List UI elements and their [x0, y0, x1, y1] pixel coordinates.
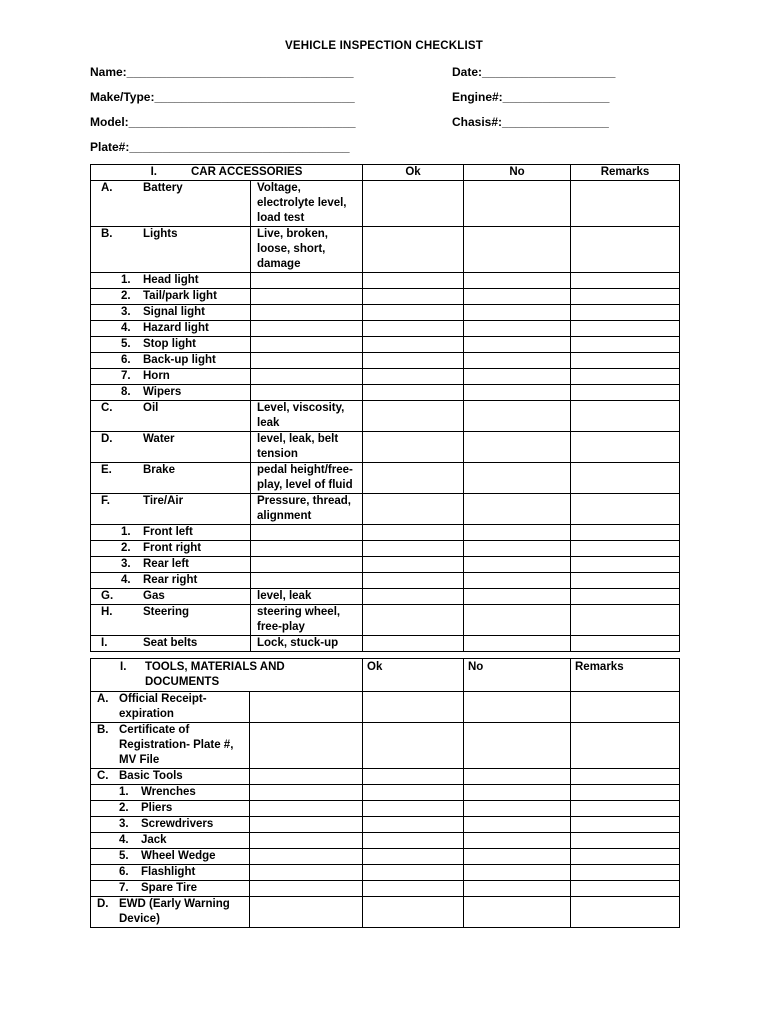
- item-label: Rear left: [143, 558, 190, 570]
- section-header: [91, 165, 363, 181]
- remarks-cell[interactable]: [571, 897, 680, 928]
- item-label: Signal light: [143, 306, 205, 318]
- no-cell[interactable]: [464, 723, 571, 769]
- ok-cell[interactable]: [363, 881, 464, 897]
- model-field[interactable]: Model:__________________________________: [90, 115, 356, 129]
- ok-cell[interactable]: [363, 289, 464, 305]
- item-label: Horn: [143, 370, 170, 382]
- table-row: [91, 833, 680, 849]
- item-description: [251, 273, 363, 289]
- no-cell[interactable]: [464, 833, 571, 849]
- table-row: [91, 573, 680, 589]
- table-row: [91, 289, 680, 305]
- ok-cell[interactable]: [363, 432, 464, 463]
- item-cell: [91, 273, 251, 289]
- no-cell[interactable]: [464, 181, 571, 227]
- item-number: 1.: [119, 786, 129, 798]
- item-cell: [91, 881, 250, 897]
- item-number: C.: [101, 402, 113, 414]
- table-row: [91, 605, 680, 636]
- no-cell[interactable]: [464, 636, 571, 652]
- table-row: [91, 463, 680, 494]
- plate-field[interactable]: Plate#:_________________________________: [90, 140, 350, 154]
- ok-cell[interactable]: [363, 463, 464, 494]
- item-description: Voltage, electrolyte level, load test: [251, 181, 363, 227]
- item-description: steering wheel, free-play: [251, 605, 363, 636]
- ok-cell[interactable]: [363, 321, 464, 337]
- item-label: Spare Tire: [141, 882, 198, 894]
- ok-cell[interactable]: [363, 801, 464, 817]
- remarks-cell[interactable]: [571, 289, 680, 305]
- no-cell[interactable]: [464, 289, 571, 305]
- remarks-cell[interactable]: [571, 321, 680, 337]
- item-description: [251, 573, 363, 589]
- no-cell[interactable]: [464, 605, 571, 636]
- item-label: Hazard light: [143, 322, 209, 334]
- description-cell[interactable]: [250, 723, 363, 769]
- item-number: 3.: [121, 558, 131, 570]
- table-row: [91, 865, 680, 881]
- no-cell[interactable]: [464, 227, 571, 273]
- item-number: C.: [97, 770, 109, 782]
- table-row: [91, 723, 680, 769]
- table-row: [91, 305, 680, 321]
- tools-documents-table: [90, 658, 680, 928]
- no-cell[interactable]: [464, 463, 571, 494]
- no-cell[interactable]: [464, 589, 571, 605]
- item-cell: [91, 494, 251, 525]
- remarks-cell[interactable]: [571, 833, 680, 849]
- remarks-cell[interactable]: [571, 865, 680, 881]
- no-cell[interactable]: [464, 525, 571, 541]
- remarks-cell[interactable]: [571, 494, 680, 525]
- ok-cell[interactable]: [363, 273, 464, 289]
- ok-cell[interactable]: [363, 723, 464, 769]
- item-cell: [91, 723, 250, 769]
- item-label: Front right: [143, 542, 202, 554]
- item-number: 3.: [119, 818, 129, 830]
- ok-cell[interactable]: [363, 897, 464, 928]
- table-row: [91, 897, 680, 928]
- item-number: I.: [101, 637, 108, 649]
- remarks-cell[interactable]: [571, 463, 680, 494]
- item-cell: [91, 605, 251, 636]
- chasis-field[interactable]: Chasis#:________________: [452, 115, 609, 129]
- item-number: H.: [101, 606, 113, 618]
- item-description: Lock, stuck-up: [251, 636, 363, 652]
- item-label: Water: [143, 433, 175, 445]
- item-cell: [91, 305, 251, 321]
- item-number: 4.: [121, 574, 131, 586]
- no-cell[interactable]: [464, 849, 571, 865]
- remarks-cell[interactable]: [571, 785, 680, 801]
- item-number: A.: [97, 693, 109, 705]
- table-row: [91, 881, 680, 897]
- item-cell: [91, 801, 250, 817]
- item-number: 5.: [119, 850, 129, 862]
- description-cell[interactable]: [250, 833, 363, 849]
- table-row: [91, 337, 680, 353]
- remarks-cell[interactable]: [571, 541, 680, 557]
- ok-cell[interactable]: [363, 849, 464, 865]
- remarks-cell[interactable]: [571, 573, 680, 589]
- table-row: [91, 181, 680, 227]
- description-cell[interactable]: [250, 769, 363, 785]
- table-row: [91, 557, 680, 573]
- item-number: F.: [101, 495, 110, 507]
- table-row: [91, 321, 680, 337]
- remarks-cell[interactable]: [571, 636, 680, 652]
- item-cell: [91, 432, 251, 463]
- ok-cell[interactable]: [363, 337, 464, 353]
- ok-cell[interactable]: [363, 833, 464, 849]
- table-row: [91, 525, 680, 541]
- item-label: Battery: [143, 182, 183, 194]
- table-row: [91, 494, 680, 525]
- no-cell[interactable]: [464, 801, 571, 817]
- table-row: [91, 589, 680, 605]
- item-label: Basic Tools: [119, 770, 183, 782]
- item-description: [251, 541, 363, 557]
- remarks-cell[interactable]: [571, 525, 680, 541]
- item-description: [251, 321, 363, 337]
- remarks-cell[interactable]: [571, 337, 680, 353]
- item-cell: [91, 785, 250, 801]
- remarks-cell[interactable]: [571, 605, 680, 636]
- item-number: 6.: [121, 354, 131, 366]
- ok-cell[interactable]: [363, 525, 464, 541]
- item-cell: [91, 227, 251, 273]
- item-cell: [91, 849, 250, 865]
- no-cell[interactable]: [464, 353, 571, 369]
- item-cell: [91, 692, 250, 723]
- ok-cell[interactable]: [363, 817, 464, 833]
- column-header-remarks: Remarks: [571, 165, 680, 181]
- no-cell[interactable]: [464, 321, 571, 337]
- ok-cell[interactable]: [363, 181, 464, 227]
- item-number: 2.: [121, 542, 131, 554]
- no-cell[interactable]: [464, 369, 571, 385]
- item-number: 3.: [121, 306, 131, 318]
- table-row: [91, 353, 680, 369]
- item-number: A.: [101, 182, 113, 194]
- remarks-cell[interactable]: [571, 817, 680, 833]
- ok-cell[interactable]: [363, 692, 464, 723]
- item-label: Wrenches: [141, 786, 196, 798]
- ok-cell[interactable]: [363, 636, 464, 652]
- item-label: Flashlight: [141, 866, 196, 878]
- ok-cell[interactable]: [363, 785, 464, 801]
- item-number: 7.: [121, 370, 131, 382]
- description-cell[interactable]: [250, 865, 363, 881]
- item-label: Wheel Wedge: [141, 850, 216, 862]
- column-header-ok: Ok: [363, 165, 464, 181]
- make-type-field[interactable]: Make/Type:______________________________: [90, 90, 355, 104]
- item-cell: [91, 541, 251, 557]
- item-label: Wipers: [143, 386, 182, 398]
- item-label: Official Receipt-expiration: [119, 693, 207, 720]
- item-cell: [91, 557, 251, 573]
- table-row: [91, 385, 680, 401]
- item-label: Front left: [143, 526, 193, 538]
- description-cell[interactable]: [250, 849, 363, 865]
- item-cell: [91, 181, 251, 227]
- item-description: level, leak: [251, 589, 363, 605]
- item-description: [251, 305, 363, 321]
- no-cell[interactable]: [464, 573, 571, 589]
- item-cell: [91, 463, 251, 494]
- item-description: [251, 289, 363, 305]
- item-label: Back-up light: [143, 354, 216, 366]
- item-description: [251, 557, 363, 573]
- item-number: 5.: [121, 338, 131, 350]
- item-cell: [91, 636, 251, 652]
- item-cell: [91, 321, 251, 337]
- remarks-cell[interactable]: [571, 692, 680, 723]
- no-cell[interactable]: [464, 273, 571, 289]
- no-cell[interactable]: [464, 692, 571, 723]
- no-cell[interactable]: [464, 817, 571, 833]
- date-field[interactable]: Date:____________________: [452, 65, 616, 79]
- item-description: pedal height/free-play, level of fluid: [251, 463, 363, 494]
- description-cell[interactable]: [250, 785, 363, 801]
- item-number: 2.: [119, 802, 129, 814]
- item-label: Jack: [141, 834, 167, 846]
- description-cell[interactable]: [250, 817, 363, 833]
- section-number: I.: [120, 661, 127, 673]
- ok-cell[interactable]: [363, 557, 464, 573]
- item-description: level, leak, belt tension: [251, 432, 363, 463]
- item-number: G.: [101, 590, 114, 602]
- ok-cell[interactable]: [363, 305, 464, 321]
- no-cell[interactable]: [464, 785, 571, 801]
- table-row: [91, 432, 680, 463]
- table-row: [91, 817, 680, 833]
- item-cell: [91, 865, 250, 881]
- table-header-row: [91, 165, 680, 181]
- no-cell[interactable]: [464, 494, 571, 525]
- item-number: 7.: [119, 882, 129, 894]
- table-row: [91, 769, 680, 785]
- remarks-cell[interactable]: [571, 305, 680, 321]
- remarks-cell[interactable]: [571, 881, 680, 897]
- item-label: Lights: [143, 228, 178, 240]
- item-number: 2.: [121, 290, 131, 302]
- table-row: [91, 541, 680, 557]
- no-cell[interactable]: [464, 432, 571, 463]
- ok-cell[interactable]: [363, 541, 464, 557]
- ok-cell[interactable]: [363, 353, 464, 369]
- table-row: [91, 401, 680, 432]
- table-row: [91, 273, 680, 289]
- remarks-cell[interactable]: [571, 181, 680, 227]
- item-number: E.: [101, 464, 112, 476]
- item-cell: [91, 769, 250, 785]
- remarks-cell[interactable]: [571, 849, 680, 865]
- item-label: Oil: [143, 402, 159, 414]
- remarks-cell[interactable]: [571, 353, 680, 369]
- item-description: [251, 369, 363, 385]
- no-cell[interactable]: [464, 401, 571, 432]
- item-cell: [91, 897, 250, 928]
- engine-field[interactable]: Engine#:________________: [452, 90, 610, 104]
- column-header-ok: Ok: [363, 659, 464, 692]
- item-number: 6.: [119, 866, 129, 878]
- item-label: Rear right: [143, 574, 198, 586]
- item-number: B.: [97, 724, 109, 736]
- ok-cell[interactable]: [363, 605, 464, 636]
- remarks-cell[interactable]: [571, 589, 680, 605]
- section-title: TOOLS, MATERIALS AND DOCUMENTS: [145, 661, 285, 688]
- table-header-row: [91, 659, 680, 692]
- column-header-remarks: Remarks: [571, 659, 680, 692]
- car-accessories-table: [90, 164, 680, 652]
- item-label: EWD (Early Warning Device): [119, 898, 230, 925]
- ok-cell[interactable]: [363, 589, 464, 605]
- table-row: [91, 227, 680, 273]
- item-cell: [91, 289, 251, 305]
- column-header-no: No: [464, 165, 571, 181]
- item-number: 1.: [121, 526, 131, 538]
- ok-cell[interactable]: [363, 573, 464, 589]
- no-cell[interactable]: [464, 897, 571, 928]
- ok-cell[interactable]: [363, 865, 464, 881]
- item-number: 1.: [121, 274, 131, 286]
- ok-cell[interactable]: [363, 227, 464, 273]
- ok-cell[interactable]: [363, 769, 464, 785]
- ok-cell[interactable]: [363, 385, 464, 401]
- remarks-cell[interactable]: [571, 432, 680, 463]
- description-cell[interactable]: [250, 692, 363, 723]
- remarks-cell[interactable]: [571, 385, 680, 401]
- item-label: Gas: [143, 590, 165, 602]
- item-label: Tail/park light: [143, 290, 217, 302]
- item-label: Screwdrivers: [141, 818, 214, 830]
- item-label: Head light: [143, 274, 199, 286]
- item-cell: [91, 817, 250, 833]
- no-cell[interactable]: [464, 865, 571, 881]
- remarks-cell[interactable]: [571, 557, 680, 573]
- section-header: [91, 659, 363, 692]
- item-cell: [91, 833, 250, 849]
- item-label: Certificate of Registration- Plate #, MV File: [119, 724, 234, 766]
- item-cell: [91, 573, 251, 589]
- item-number: 4.: [121, 322, 131, 334]
- page-title: VEHICLE INSPECTION CHECKLIST: [285, 40, 483, 52]
- no-cell[interactable]: [464, 541, 571, 557]
- item-description: Live, broken, loose, short, damage: [251, 227, 363, 273]
- no-cell[interactable]: [464, 769, 571, 785]
- ok-cell[interactable]: [363, 369, 464, 385]
- remarks-cell[interactable]: [571, 801, 680, 817]
- item-label: Pliers: [141, 802, 173, 814]
- ok-cell[interactable]: [363, 494, 464, 525]
- table-row: [91, 849, 680, 865]
- item-description: Pressure, thread, alignment: [251, 494, 363, 525]
- item-cell: [91, 401, 251, 432]
- item-description: [251, 337, 363, 353]
- item-cell: [91, 337, 251, 353]
- ok-cell[interactable]: [363, 401, 464, 432]
- section-title: CAR ACCESSORIES: [191, 166, 303, 178]
- no-cell[interactable]: [464, 557, 571, 573]
- item-number: B.: [101, 228, 113, 240]
- item-number: D.: [97, 898, 109, 910]
- description-cell[interactable]: [250, 801, 363, 817]
- remarks-cell[interactable]: [571, 401, 680, 432]
- remarks-cell[interactable]: [571, 273, 680, 289]
- item-description: [251, 525, 363, 541]
- item-label: Tire/Air: [143, 495, 184, 507]
- item-cell: [91, 589, 251, 605]
- table-row: [91, 692, 680, 723]
- no-cell[interactable]: [464, 337, 571, 353]
- section-number: I.: [150, 166, 157, 178]
- remarks-cell[interactable]: [571, 369, 680, 385]
- no-cell[interactable]: [464, 305, 571, 321]
- table-row: [91, 801, 680, 817]
- item-description: [251, 385, 363, 401]
- item-label: Seat belts: [143, 637, 198, 649]
- no-cell[interactable]: [464, 881, 571, 897]
- item-cell: [91, 385, 251, 401]
- remarks-cell[interactable]: [571, 723, 680, 769]
- table-row: [91, 785, 680, 801]
- item-label: Steering: [143, 606, 190, 618]
- no-cell[interactable]: [464, 385, 571, 401]
- item-cell: [91, 525, 251, 541]
- description-cell[interactable]: [250, 897, 363, 928]
- item-label: Stop light: [143, 338, 197, 350]
- item-number: 4.: [119, 834, 129, 846]
- item-cell: [91, 353, 251, 369]
- remarks-cell[interactable]: [571, 227, 680, 273]
- table-row: [91, 636, 680, 652]
- item-number: 8.: [121, 386, 131, 398]
- description-cell[interactable]: [250, 881, 363, 897]
- table-row: [91, 369, 680, 385]
- remarks-cell[interactable]: [571, 769, 680, 785]
- item-cell: [91, 369, 251, 385]
- column-header-no: No: [464, 659, 571, 692]
- item-label: Brake: [143, 464, 175, 476]
- item-description: Level, viscosity, leak: [251, 401, 363, 432]
- item-number: D.: [101, 433, 113, 445]
- name-field[interactable]: Name:__________________________________: [90, 65, 354, 79]
- item-description: [251, 353, 363, 369]
